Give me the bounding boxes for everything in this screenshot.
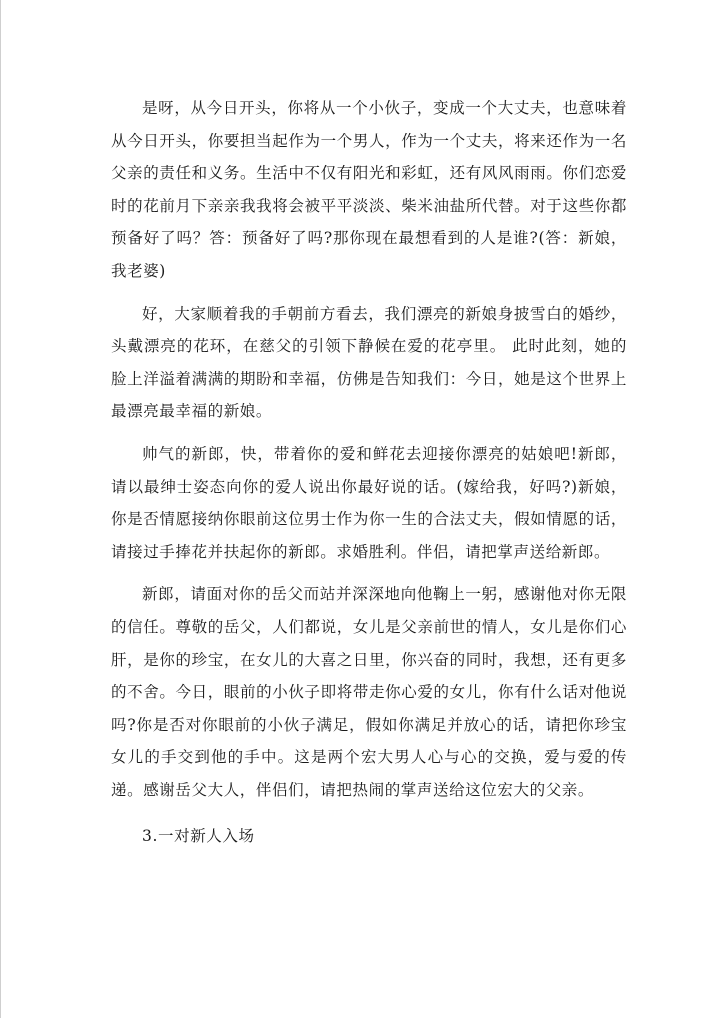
paragraph-proposal: 帅气的新郎，快，带着你的爱和鲜花去迎接你漂亮的姑娘吧!新郎，请以最绅士姿态向你的爱人说出你最好说的话。(嫁给我，好吗?)新娘，你是否情愿接纳你眼前这位男士作为你一生的合法丈夫，假如情愿的话，请接过手捧花并扶起你的新郎。求婚胜利。伴侣，请把掌声送给新郎。 — [111, 444, 627, 561]
paragraph-bride-entrance: 好，大家顺着我的手朝前方看去，我们漂亮的新娘身披雪白的婚纱，头戴漂亮的花环，在慈父的引领下静候在爱的花亭里。 此时此刻，她的脸上洋溢着满满的期盼和幸福，仿佛是告知我们：今日，她是这个世界上最漂亮最幸福的新娘。 — [111, 304, 627, 421]
section-heading: 3.一对新人入场 — [142, 827, 255, 846]
paragraph-father-in-law: 新郎，请面对你的岳父而站并深深地向他鞠上一躬，感谢他对你无限的信任。尊敬的岳父，人们都说，女儿是父亲前世的情人，女儿是你们心肝，是你的珍宝，在女儿的大喜之日里，你兴奋的同时，我想，还有更多的不舍。今日，眼前的小伙子即将带走你心爱的女儿，你有什么话对他说吗?你是否对你眼前的小伙子满足，假如你满足并放心的话，请把你珍宝女儿的手交到他的手中。这是两个宏大男人心与心的交换，爱与爱的传递。感谢岳父大人，伴侣们，请把热闹的掌声送给这位宏大的父亲。 — [111, 585, 627, 799]
document-body — [111, 92, 627, 853]
paragraph-groom-responsibility: 是呀，从今日开头，你将从一个小伙子，变成一个大丈夫，也意味着从今日开头，你要担当起作为一个男人，作为一个丈夫，将来还作为一名父亲的责任和义务。生活中不仅有阳光和彩虹，还有风风雨雨。你们恋爱时的花前月下亲亲我我将会被平平淡淡、柴米油盐所代替。对于这些你都预备好了吗？答：预备好了吗?那你现在最想看到的人是谁?(答：新娘，我老婆) — [111, 99, 627, 280]
